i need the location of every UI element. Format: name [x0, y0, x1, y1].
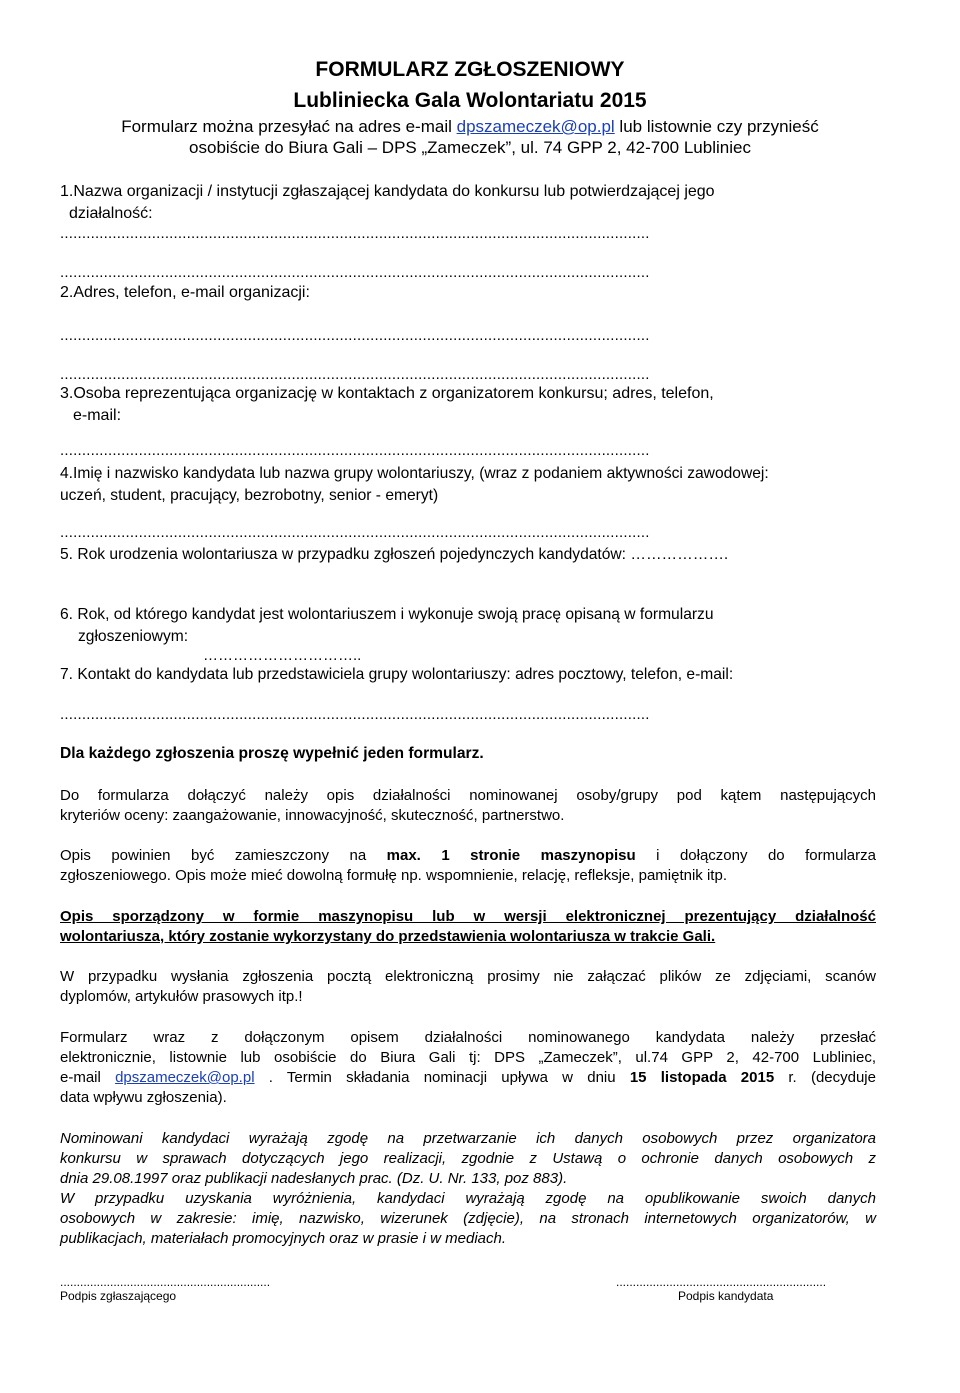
description-requirements-line-1: Do formularza dołączyć należy opis działalności nominowanej osoby/grupy pod kątem następujących: [60, 787, 876, 804]
publication-line-2: osobowych w zakresie: imię, nazwisko, wizerunek (zdjęcie), na stronach internetowych organizatorów, w: [60, 1210, 876, 1227]
signature-left-line[interactable]: ...............................................................: [60, 1275, 271, 1289]
question-6-line-2: zgłoszeniowym:: [78, 628, 189, 645]
data-consent: [60, 1129, 876, 1249]
question-7: 7. Kontakt do kandydata lub przedstawiciela grupy wolontariuszy: adres pocztowy, telefon, e-mail:: [60, 666, 734, 683]
description-length: [60, 846, 876, 886]
answer-1-line-2[interactable]: .......................................................................................................................................: [60, 264, 650, 281]
length-text-c: i dołączony do formularza: [635, 847, 876, 864]
instructions-email-link[interactable]: dpszameczek@op.pl: [115, 1069, 255, 1086]
question-4-line-1: 4.Imię i nazwisko kandydata lub nazwa grupy wolontariuszy, (wraz z podaniem aktywności zawodowej:: [60, 465, 769, 482]
submission-info-text: Formularz można przesyłać na adres e-mail: [121, 117, 457, 136]
signature-left-label: Podpis zgłaszającego: [60, 1289, 177, 1303]
deadline-text: . Termin składania nominacji upływa w dniu: [254, 1069, 630, 1086]
answer-7[interactable]: .......................................................................................................................................: [60, 706, 650, 723]
question-6-line-1: 6. Rok, od którego kandydat jest wolontariuszem i wykonuje swoją pracę opisaną w formularzu: [60, 606, 714, 623]
description-length-line-2: zgłoszeniowego. Opis może mieć dowolną formułę np. wspomnienie, relację, refleksje, pamiętnik itp.: [60, 867, 727, 884]
instructions-line-1: Formularz wraz z dołączonym opisem działalności nominowanego kandydata należy przesłać: [60, 1029, 876, 1046]
one-form-notice: Dla każdego zgłoszenia proszę wypełnić jeden formularz.: [60, 745, 484, 762]
email-attachments-notice: [60, 967, 876, 1007]
deadline-date: 15 listopada 2015: [629, 1069, 775, 1086]
instructions-line-3: [60, 1068, 876, 1088]
description-requirements-line-2: kryteriów oceny: zaangażowanie, innowacyjność, skuteczność, partnerstwo.: [60, 807, 565, 824]
answer-1-line-1[interactable]: .......................................................................................................................................: [60, 225, 650, 242]
answer-2-line-1[interactable]: .......................................................................................................................................: [60, 327, 650, 344]
description-usage: [60, 907, 876, 947]
question-2: 2.Adres, telefon, e-mail organizacji:: [60, 284, 310, 301]
question-1-line-1: 1.Nazwa organizacji / instytucji zgłaszającej kandydata do konkursu lub potwierdzającej jego: [60, 183, 715, 200]
answer-4[interactable]: .......................................................................................................................................: [60, 524, 650, 541]
submission-instructions: [60, 1028, 876, 1108]
signature-right-line[interactable]: ...............................................................: [616, 1275, 827, 1289]
signature-right-label: Podpis kandydata: [678, 1289, 774, 1303]
question-4: [60, 463, 769, 507]
question-6: [60, 604, 714, 648]
attachments-line-2: dyplomów, artykułów prasowych itp.!: [60, 988, 303, 1005]
answer-6[interactable]: …………………………..: [203, 647, 362, 664]
answer-3[interactable]: .......................................................................................................................................: [60, 442, 650, 459]
description-usage-line-1: Opis sporządzony w formie maszynopisu lub w wersji elektronicznej prezentujący działalność: [60, 908, 876, 925]
instructions-line-2: elektronicznie, listownie lub osobiście do Biura Gali tj: DPS „Zameczek”, ul.74 GPP 2, 42-700 Lubliniec,: [60, 1049, 876, 1066]
instructions-line-4: data wpływu zgłoszenia).: [60, 1089, 227, 1106]
instructions-email-prefix: e-mail: [60, 1069, 116, 1086]
deadline-suffix: r. (decyduje: [774, 1069, 876, 1086]
description-length-line-1: [60, 846, 876, 866]
description-usage-line-2: wolontariusza, który zostanie wykorzystany do przedstawienia wolontariusza w trakcie Gali.: [60, 928, 716, 945]
submission-info-line-1: [0, 117, 940, 137]
form-subtitle: Lubliniecka Gala Wolontariatu 2015: [293, 89, 647, 112]
question-1: [60, 181, 715, 225]
question-4-line-2: uczeń, student, pracujący, bezrobotny, senior - emeryt): [60, 487, 439, 504]
email-link[interactable]: dpszameczek@op.pl: [456, 117, 615, 136]
publication-line-1: W przypadku uzyskania wyróżnienia, kandydaci wyrażają zgodę na opublikowanie swoich danych: [60, 1190, 876, 1207]
submission-info-text-end: lub listownie czy przynieść: [614, 117, 819, 136]
question-1-line-2: działalność:: [69, 205, 153, 222]
form-title: FORMULARZ ZGŁOSZENIOWY: [315, 58, 625, 81]
length-text-a: Opis powinien być zamieszczony na: [60, 847, 387, 864]
description-requirements: [60, 786, 876, 826]
question-3-line-2: e-mail:: [73, 407, 122, 424]
answer-2-line-2[interactable]: .......................................................................................................................................: [60, 366, 650, 383]
consent-line-2: konkursu w sprawach dotyczących jego realizacji, zgodnie z Ustawą o ochronie danych osobowych z: [60, 1150, 876, 1167]
attachments-line-1: W przypadku wysłania zgłoszenia pocztą elektroniczną prosimy nie załączać plików ze zdjęciami, scanów: [60, 968, 876, 985]
question-3-line-1: 3.Osoba reprezentująca organizację w kontaktach z organizatorem konkursu; adres, telefon,: [60, 385, 714, 402]
consent-line-3: dnia 29.08.1997 oraz publikacji nadesłanych prac. (Dz. U. Nr. 133, poz 883).: [60, 1170, 568, 1187]
length-text-b: max. 1 stronie maszynopisu: [386, 847, 636, 864]
question-5: 5. Rok urodzenia wolontariusza w przypadku zgłoszeń pojedynczych kandydatów: ……………….: [60, 546, 729, 563]
question-3: [60, 383, 714, 427]
consent-line-1: Nominowani kandydaci wyrażają zgodę na przetwarzanie ich danych osobowych przez organizatora: [60, 1130, 876, 1147]
submission-info-line-2: osobiście do Biura Gali – DPS „Zameczek”, ul. 74 GPP 2, 42-700 Lubliniec: [189, 138, 751, 157]
publication-line-3: publikacjach, materiałach promocyjnych oraz w prasie i w mediach.: [60, 1230, 507, 1247]
